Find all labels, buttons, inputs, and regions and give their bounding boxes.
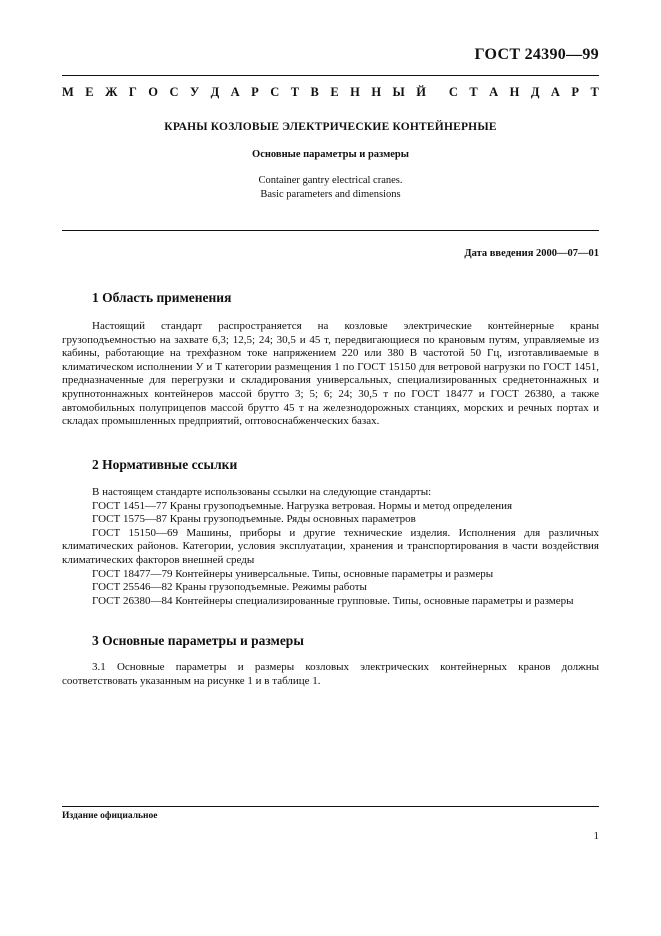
reference-item: ГОСТ 15150—69 Машины, приборы и другие технические изделия. Исполнения для различных климатических районов. Категории, условия эксплуатации, хранения и транспортирования в части воздействия климатических факторов внешней среды [62, 526, 599, 566]
heading-letter: А [550, 85, 560, 99]
page-number: 1 [593, 830, 599, 842]
heading-letter: Г [128, 85, 137, 99]
section-2-text [62, 486, 599, 608]
heading-letter: М [62, 85, 74, 99]
section-3-heading: 3 Основные параметры и размеры [92, 633, 304, 648]
heading-letter: Т [469, 85, 478, 99]
heading-letter: В [310, 85, 319, 99]
section-1-paragraph: Настоящий стандарт распространяется на козловые электрические контейнерные краны грузоподъемностью на захвате 6,3; 12,5; 24; 30,5 и 45 т, передвигающиеся по крановым путям, управляемые из кабины, работающие на трехфазном токе напряжением 220 или 380 В частотой 50 Гц, изготавливаемые в климатическом исполнении У и Т категории размещения 1 по ГОСТ 15150 для ветровой нагрузки по ГОСТ 1451, предназначенные для перегрузки и складирования универсальных, специализированных среднетоннажных и крупнотоннажных контейнеров массой брутто 3; 5; 6; 24; 30,5 т по ГОСТ 18477 и ГОСТ 26380, а также автомобильных полуприцепов массой брутто 45 т на железнодорожных станциях, морских и речных портах и складах промышленных предприятий, оптовоснабженческих базах. [62, 320, 599, 428]
section-1-heading: 1 Область применения [92, 290, 232, 305]
heading-letter: Д [530, 85, 540, 99]
heading-letter: Т [590, 85, 599, 99]
heading-letter: Н [371, 85, 382, 99]
section-3-paragraph: 3.1 Основные параметры и размеры козловых электрических контейнерных кранов должны соответствовать указанным на рисунке 1 и в таблице 1. [62, 661, 599, 687]
heading-letter: Ж [105, 85, 118, 99]
heading-letter: Д [210, 85, 220, 99]
heading-letter: Р [251, 85, 259, 99]
heading-letter: Е [85, 85, 94, 99]
reference-item: ГОСТ 1451—77 Краны грузоподъемные. Нагрузка ветровая. Нормы и метод определения [92, 499, 513, 512]
official-edition-label: Издание официальное [62, 811, 158, 821]
heading-letter: А [489, 85, 499, 99]
english-title [0, 174, 661, 202]
reference-item: ГОСТ 26380—84 Контейнеры специализированные групповые. Типы, основные параметры и размеры [92, 594, 574, 607]
heading-letter: Й [416, 85, 426, 99]
heading-letter: С [448, 85, 458, 99]
heading-letter: С [169, 85, 179, 99]
gost-number: ГОСТ 24390—99 [474, 46, 599, 63]
bottom-rule [62, 806, 599, 807]
section-3-text [62, 661, 599, 688]
section-2-heading: 2 Нормативные ссылки [92, 457, 238, 472]
heading-letter: Т [290, 85, 300, 99]
heading-letter: Н [509, 85, 520, 99]
document-subtitle: Основные параметры и размеры [252, 149, 409, 160]
heading-letter: Е [330, 85, 339, 99]
heading-letter: А [230, 85, 240, 99]
document-title: КРАНЫ КОЗЛОВЫЕ ЭЛЕКТРИЧЕСКИЕ КОНТЕЙНЕРНЫЕ [164, 121, 497, 133]
interstate-standard-heading [62, 85, 599, 100]
heading-letter: С [270, 85, 280, 99]
heading-letter: Ы [392, 85, 405, 99]
heading-letter: Н [350, 85, 360, 99]
title-rule [62, 230, 599, 231]
heading-letter: У [189, 85, 200, 99]
english-title-line: Basic parameters and dimensions [260, 189, 401, 200]
section-2-intro: В настоящем стандарте использованы ссылки на следующие стандарты: [92, 486, 432, 498]
english-title-line: Container gantry electrical cranes. [258, 175, 403, 186]
introduction-date: Дата введения 2000—07—01 [464, 248, 599, 259]
reference-item: ГОСТ 18477—79 Контейнеры универсальные. Типы, основные параметры и размеры [92, 567, 494, 580]
top-rule [62, 75, 599, 76]
reference-item: ГОСТ 1575—87 Краны грузоподъемные. Ряды основных параметров [92, 513, 416, 526]
section-1-text [62, 320, 599, 429]
heading-letter: Р [571, 85, 580, 99]
reference-item: ГОСТ 25546—82 Краны грузоподъемные. Режимы работы [92, 581, 367, 594]
heading-letter: О [148, 85, 159, 99]
